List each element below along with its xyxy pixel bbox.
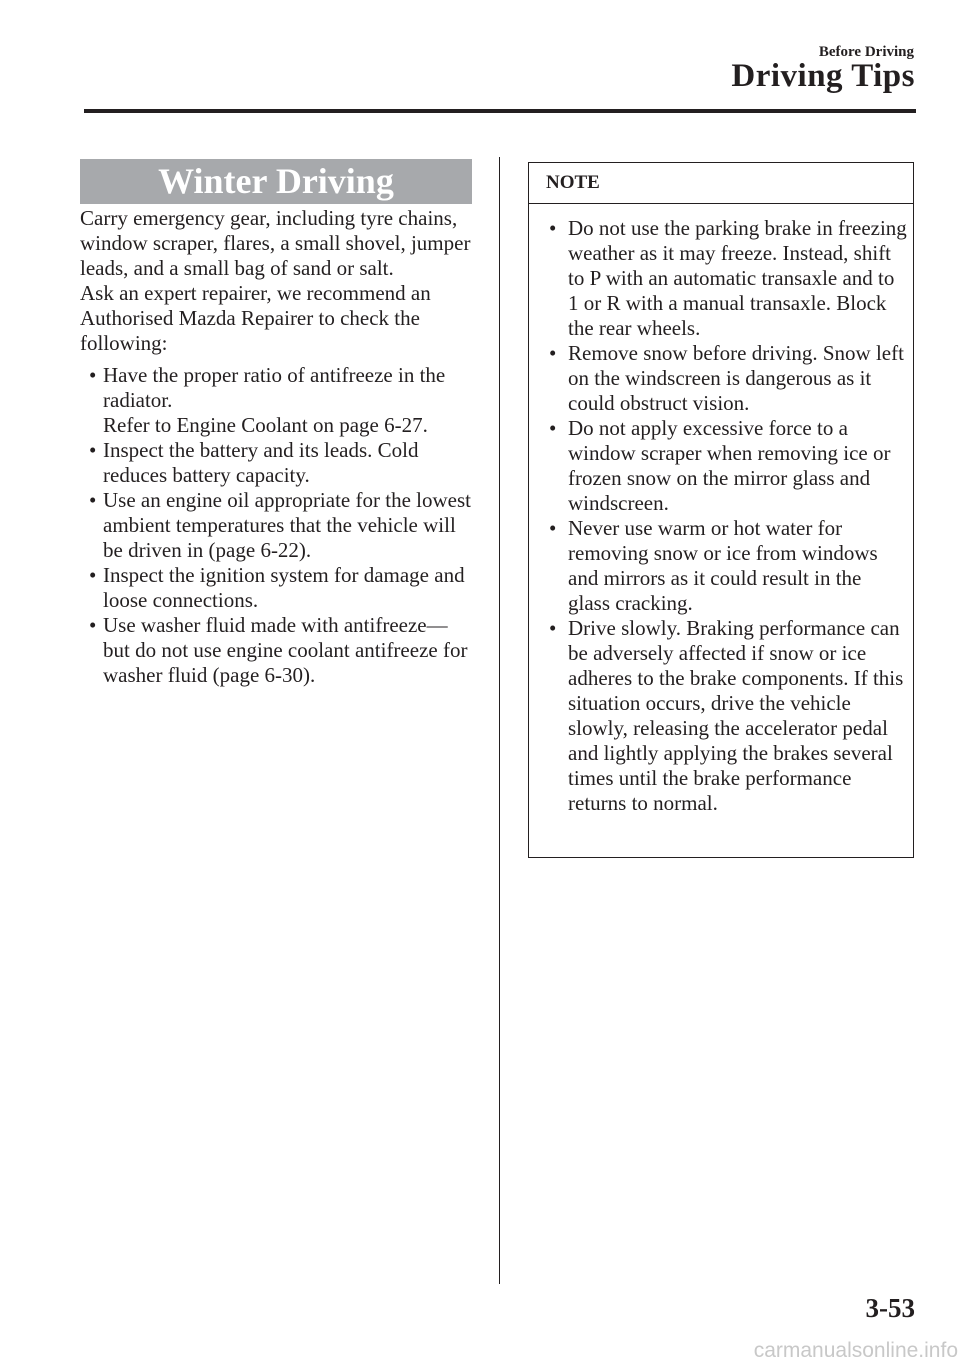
header-rule bbox=[84, 109, 916, 113]
column-divider bbox=[499, 157, 500, 1284]
page-number: 3-53 bbox=[865, 1293, 915, 1323]
bullet-icon: • bbox=[89, 613, 97, 637]
bullet-icon: • bbox=[549, 416, 557, 440]
header-title: Driving Tips bbox=[731, 58, 915, 94]
repairer-paragraph: Ask an expert repairer, we recommend an Authorised Mazda Repairer to check the following: bbox=[80, 281, 431, 355]
note-list bbox=[529, 216, 913, 816]
note-item bbox=[529, 416, 913, 516]
note-item-text: Never use warm or hot water for removing snow or ice from windows and mirrors as it could result in the glass cracking. bbox=[568, 516, 878, 615]
bullet-icon: • bbox=[549, 216, 557, 240]
checklist-item bbox=[80, 363, 472, 438]
watermark: carmanualsonline.info bbox=[753, 1339, 958, 1362]
note-rule bbox=[529, 203, 913, 204]
bullet-icon: • bbox=[89, 438, 97, 462]
checklist-item bbox=[80, 563, 472, 613]
checklist-item bbox=[80, 613, 472, 688]
note-item bbox=[529, 516, 913, 616]
checklist-item-text: Use an engine oil appropriate for the lowest ambient temperatures that the vehicle will be driven in (page 6-22). bbox=[103, 488, 471, 562]
note-item-text: Do not apply excessive force to a window scraper when removing ice or frozen snow on the mirror glass and windscreen. bbox=[568, 416, 891, 515]
note-item bbox=[529, 341, 913, 416]
checklist-item bbox=[80, 438, 472, 488]
bullet-icon: • bbox=[549, 616, 557, 640]
checklist-item-text: Have the proper ratio of antifreeze in the radiator. bbox=[103, 363, 446, 412]
checklist-item-reference: Refer to Engine Coolant on page 6-27. bbox=[103, 413, 428, 437]
note-item bbox=[529, 216, 913, 341]
note-item-text: Do not use the parking brake in freezing weather as it may freeze. Instead, shift to P with an automatic transaxle and to 1 or R with a manual transaxle. Block the rear wheels. bbox=[568, 216, 907, 340]
note-title: NOTE bbox=[546, 172, 600, 193]
bullet-icon: • bbox=[89, 363, 97, 387]
checklist bbox=[80, 363, 472, 688]
bullet-icon: • bbox=[549, 516, 557, 540]
note-item bbox=[529, 616, 913, 816]
checklist-item-text: Inspect the battery and its leads. Cold reduces battery capacity. bbox=[103, 438, 419, 487]
header-section-label: Before Driving bbox=[818, 44, 914, 60]
left-column bbox=[80, 159, 472, 688]
note-box bbox=[528, 162, 914, 858]
section-heading: Winter Driving bbox=[80, 159, 472, 204]
intro-paragraph: Carry emergency gear, including tyre chains, window scraper, flares, a small shovel, jumper leads, and a small bag of sand or salt. bbox=[80, 206, 471, 280]
note-item-text: Remove snow before driving. Snow left on the windscreen is dangerous as it could obstruct vision. bbox=[568, 341, 904, 415]
bullet-icon: • bbox=[549, 341, 557, 365]
checklist-item-text: Inspect the ignition system for damage and loose connections. bbox=[103, 563, 465, 612]
bullet-icon: • bbox=[89, 563, 97, 587]
checklist-item-text: Use washer fluid made with antifreeze—but do not use engine coolant antifreeze for washer fluid (page 6-30). bbox=[103, 613, 468, 687]
note-item-text: Drive slowly. Braking performance can be adversely affected if snow or ice adheres to the brake components. If this situation occurs, drive the vehicle slowly, releasing the accelerator pedal and lightly applying the brakes several times until the brake performance returns to normal. bbox=[568, 616, 904, 815]
bullet-icon: • bbox=[89, 488, 97, 512]
checklist-item bbox=[80, 488, 472, 563]
